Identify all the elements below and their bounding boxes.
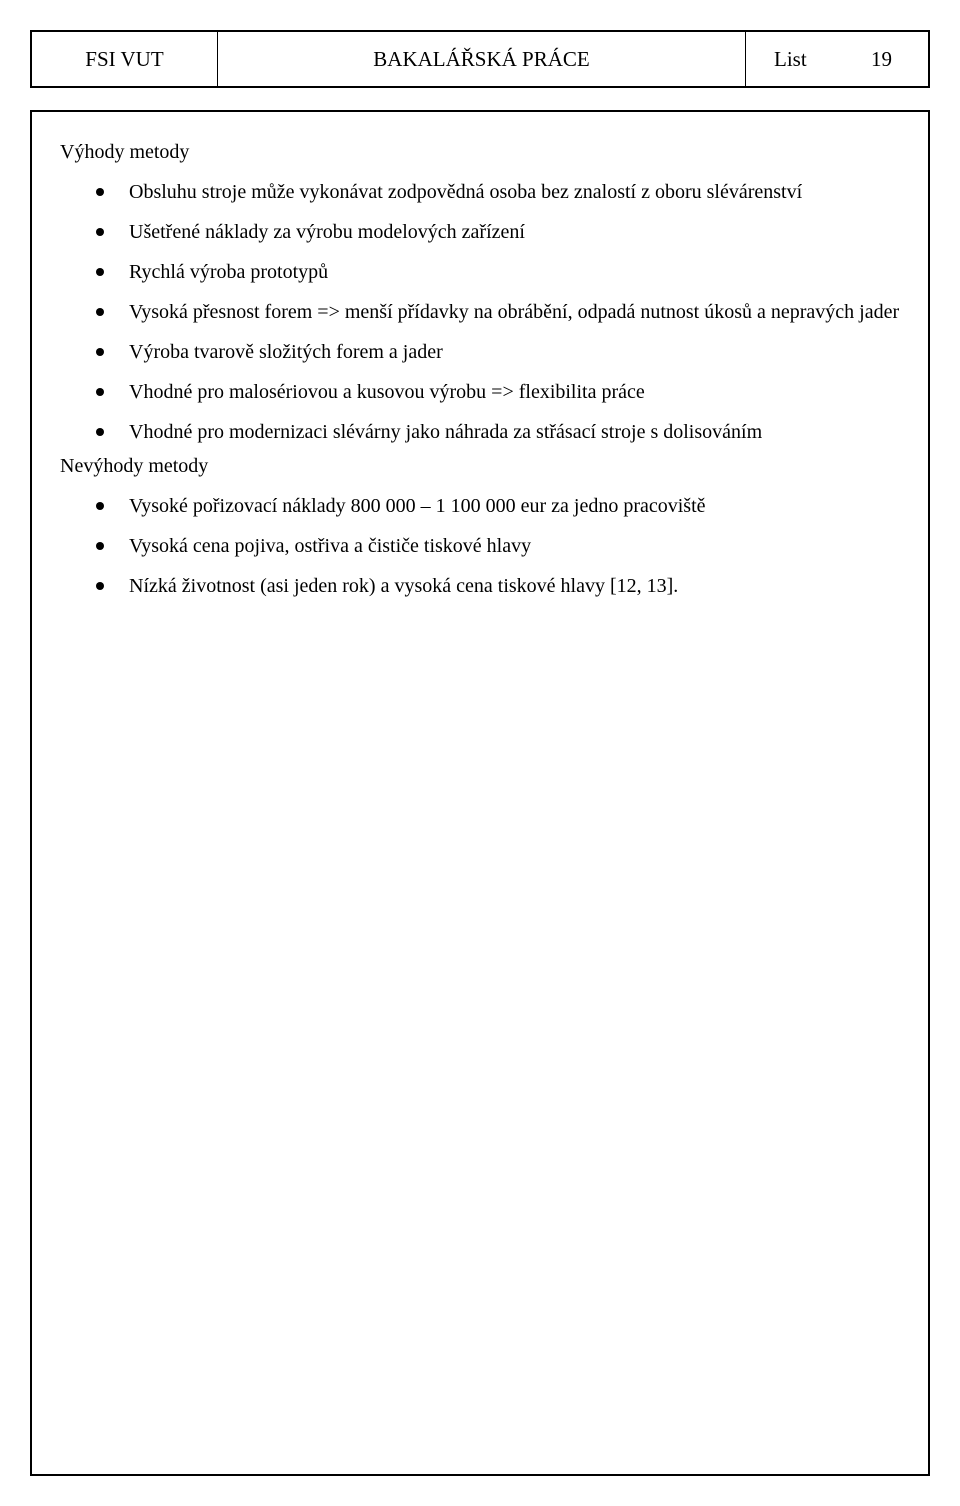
header-sheet-label: List <box>774 46 807 71</box>
list-item <box>60 299 905 325</box>
bullet-icon <box>96 188 104 196</box>
header-faculty-text: FSI VUT <box>85 46 164 71</box>
header-sheet-number: 19 <box>871 46 892 71</box>
header-document-type-text: BAKALÁŘSKÁ PRÁCE <box>373 46 590 71</box>
bullet-icon <box>96 542 104 550</box>
header-sheet <box>746 32 928 86</box>
list-item <box>60 339 905 365</box>
bullet-icon <box>96 308 104 316</box>
page-body <box>60 139 905 599</box>
list-item-text: Vysoká přesnost forem => menší přídavky na obrábění, odpadá nutnost úkosů a nepravých jader <box>129 301 900 323</box>
disadvantages-list <box>60 493 905 599</box>
list-item <box>60 533 905 559</box>
list-item <box>60 379 905 405</box>
list-item-text: Vysoké pořizovací náklady 800 000 – 1 100 000 eur za jedno pracoviště <box>129 495 706 517</box>
list-item-text: Vysoká cena pojiva, ostřiva a čističe tiskové hlavy <box>129 535 532 557</box>
list-item <box>60 259 905 285</box>
list-item-text: Obsluhu stroje může vykonávat zodpovědná osoba bez znalostí z oboru slévárenství <box>129 181 803 203</box>
list-item <box>60 493 905 519</box>
bullet-icon <box>96 388 104 396</box>
page-content <box>30 110 930 1476</box>
list-item <box>60 219 905 245</box>
list-item-text: Vhodné pro modernizaci slévárny jako náhrada za střásací stroje s dolisováním <box>129 421 763 443</box>
disadvantages-title: Nevýhody metody <box>60 455 209 477</box>
bullet-icon <box>96 428 104 436</box>
advantages-title: Výhody metody <box>60 141 190 163</box>
list-item <box>60 179 905 205</box>
page-header <box>30 30 930 88</box>
list-item-text: Vhodné pro malosériovou a kusovou výrobu => flexibilita práce <box>129 381 645 403</box>
bullet-icon <box>96 348 104 356</box>
list-item <box>60 419 905 445</box>
bullet-icon <box>96 502 104 510</box>
advantages-list <box>60 179 905 445</box>
list-item-text: Nízká životnost (asi jeden rok) a vysoká cena tiskové hlavy [12, 13]. <box>129 575 679 597</box>
list-item-text: Výroba tvarově složitých forem a jader <box>129 341 443 363</box>
list-item-text: Rychlá výroba prototypů <box>129 261 329 283</box>
bullet-icon <box>96 228 104 236</box>
list-item <box>60 573 905 599</box>
list-item-text: Ušetřené náklady za výrobu modelových zařízení <box>129 221 525 243</box>
bullet-icon <box>96 268 104 276</box>
bullet-icon <box>96 582 104 590</box>
header-faculty <box>32 32 218 86</box>
header-document-type <box>218 32 746 86</box>
